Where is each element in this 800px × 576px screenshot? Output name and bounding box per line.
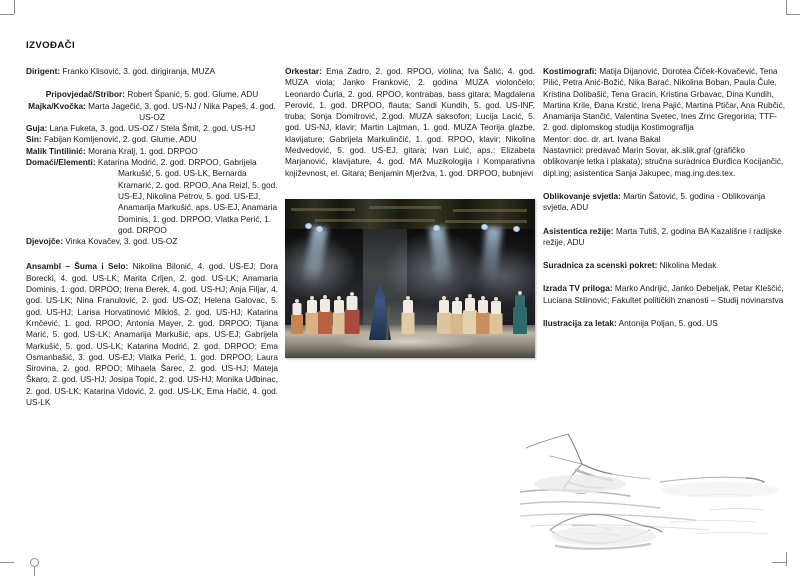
registration-mark-bottom-left <box>30 558 39 567</box>
crop-mark-top-left-vertical <box>14 0 15 14</box>
stage-performance-photo <box>285 199 535 358</box>
credit-label: Orkestar: <box>285 66 322 76</box>
crop-mark-top-left-horizontal <box>0 14 14 15</box>
sketch-washes <box>534 475 780 546</box>
costume-torso <box>452 301 462 314</box>
costume-torso <box>293 303 302 315</box>
credit-majka-kvocka <box>26 101 278 124</box>
performer-head <box>337 296 341 300</box>
credit-label: Ansambl – Šuma i Selo: <box>26 261 129 272</box>
credit-label: Izrada TV priloga: <box>543 283 613 294</box>
performer-head <box>295 299 299 303</box>
credit-label: Malik Tintilinić: <box>26 145 86 156</box>
photo-truss <box>445 220 527 223</box>
credit-label: Guja: <box>26 123 48 134</box>
credit-label: Asistentica režije: <box>543 225 614 236</box>
credit-label: Dirigent: <box>26 66 61 76</box>
credit-djevojce <box>26 236 278 247</box>
costume-skirt <box>305 312 318 334</box>
credit-value: Nikolina Medak <box>657 260 717 271</box>
credit-pripovjedac <box>26 89 278 100</box>
photo-performer <box>291 296 303 334</box>
costume-skirt <box>344 309 359 334</box>
performer-head <box>442 296 446 300</box>
credit-value: Fabijan Komljenović, 2. god. Glume, ADU <box>41 134 197 145</box>
crop-mark-bottom-left-horizontal <box>0 562 14 563</box>
photo-truss <box>315 219 435 222</box>
credit-ilustracija-za-letak <box>543 318 786 329</box>
photo-performer <box>450 295 463 334</box>
photo-performer <box>318 292 332 334</box>
costume-skirt <box>463 310 477 334</box>
costume-torso <box>515 295 525 308</box>
credit-izrada-tv-priloga <box>543 283 786 306</box>
credit-label: Sin: <box>26 134 42 145</box>
costume-skirt <box>437 312 451 334</box>
costume-skirt <box>450 313 463 334</box>
costume-torso <box>491 301 501 314</box>
photo-lead-performer-wizard <box>369 284 391 340</box>
credit-value: Marta Tutiš, 2. godina BA Kazališne i radijske režije, ADU <box>543 225 782 247</box>
credit-label: Djevojče: <box>26 236 63 247</box>
credit-value: Katarina Modrić, 2. god. DRPOO, Gabrijela Markušić, 5. god. US-LK, Bernarda Kramarić, 2. god. RPOO, Ana Reizl, 5. god. US-EJ, Nikolina Petrov, 5. god. US-EJ, Anamarija Markušić, aps. US-EJ, Anamaria Dominis, 1. god. DRPOO, Vlatka Perić, 1. god. DRPOO <box>95 157 278 235</box>
credit-guja <box>26 123 278 134</box>
column-middle <box>285 38 535 358</box>
costume-skirt <box>513 307 527 334</box>
costume-torso <box>307 300 317 313</box>
column-right <box>543 38 786 329</box>
pencil-sketch-illustration <box>520 430 795 560</box>
performer-head <box>323 295 327 299</box>
credit-label: Majka/Kvočka: <box>28 100 86 111</box>
performer-head <box>455 297 459 301</box>
page-title: IZVOĐAČI <box>26 40 76 51</box>
credit-value: Morana Kralj, 1. god. DRPOO <box>85 145 198 156</box>
photo-content <box>285 199 535 358</box>
credit-value: Antonija Poljan, 5. god. US <box>616 318 718 329</box>
credit-label: Domaći/Elementi: <box>26 157 96 168</box>
performer-head <box>406 296 410 300</box>
performer-head <box>310 296 314 300</box>
credit-label: Kostimografi: <box>543 66 597 76</box>
costume-torso <box>334 300 344 313</box>
costume-torso <box>346 296 357 310</box>
credit-orkestar <box>285 66 535 179</box>
photo-performer <box>463 291 477 334</box>
credit-nastavnici <box>543 145 786 179</box>
credit-oblikovanje-svjetla <box>543 191 786 214</box>
costume-torso <box>465 298 475 311</box>
performer-head <box>494 297 498 301</box>
credit-value: Robert Španić, 5. god. Glume, ADU <box>125 89 259 100</box>
credit-kostimografi <box>543 66 786 134</box>
costume-torso <box>403 300 413 313</box>
credit-value: Nikolina Bilonić, 4. god. US-EJ; Dora Borecki, 4. god. US-LK; Marita Crljen, 2. god. US-LK; Anamaria Dominis, 1. god. DRPOO; Irena Đerek, 4. god. US-HJ; Anja Filjar, 4. god. US-LK; Nina Franulović, 2. god. US-OZ; Helena Galovac, 5. god. US-HJ; Larisa Horvatinović Mikloš, 2. god. US-HJ; Katarina Krnčević, 1. god. RPOO; Antonia Mayer, 2. god. DRPOO; Tijana Marić, 5. god. US-LK; Anamarija Markušić, aps. US-EJ; Gabrijela Markušić, 5. god. US-LK; Katarina Modrić, 2. god. DRPOO; Ema Osmanbašić, 3. god. US-EJ; Vlatka Perić, 1. god. DRPOO; Laura Sirovina, 2. god. RPOO; Mihaela Šarec, 2. god. US-HJ; Mateja Škaro, 2. god. US-HJ; Josipa Topić, 2. god. US-HJ; Monika Uđbinac, 2. god. US-LK; Katarina Vidović, 2. god. US-LK, Ema Hačić, 4. god. US-LK <box>26 261 278 408</box>
costume-torso <box>439 300 449 313</box>
performer-head <box>350 292 354 296</box>
sketch-svg <box>520 430 795 560</box>
photo-performer <box>437 293 451 334</box>
costume-skirt <box>401 312 414 334</box>
photo-performer <box>489 295 502 334</box>
credit-mentor <box>543 134 786 145</box>
photo-truss <box>453 209 527 212</box>
performer-head <box>468 294 472 298</box>
credit-value: Franko Klisović, 3. god. dirigiranja, MUZA <box>60 66 216 76</box>
credit-value: Marta Jagečić, 3. god. US-NJ / Nika Papeš, 4. god. US-OZ <box>85 100 276 122</box>
costume-torso <box>320 299 330 312</box>
costume-skirt <box>291 314 303 334</box>
credit-value: Nastavnici: predavač Marin Sovar, ak.slik.graf (grafičko oblikovanje letka i plakata); stručna suradnica Đurđica Kocijančić, dipl.ing; asistentica Sanja Jakupec, mag.ing.des.tex. <box>543 145 784 178</box>
column-left <box>26 38 278 408</box>
photo-performer <box>476 293 490 334</box>
costume-skirt <box>476 312 490 334</box>
credit-domaci-elementi <box>26 157 278 236</box>
photo-truss <box>291 208 355 211</box>
crop-mark-top-right-vertical <box>786 0 787 14</box>
credit-value: Lana Fuketa, 3. god. US-OZ / Stela Šmit, 2. god. US-HJ <box>47 123 256 134</box>
costume-pointed-hat <box>374 284 386 299</box>
photo-performer <box>513 290 527 334</box>
credit-value: Ema Zadro, 2. god. RPOO, violina; Iva Šalić, 4. god. MUZA viola; Janko Franković, 2. godina MUZA violončelo; Leonardo Čurla, 2. god. RPOO, kontrabas, bass gitara; Magdalena Perović, 1. god. DRPOO, flauta; Sandi Kundih, 5. god. US-INF, truba; Sonja Domitrović, 2.god. MUZA saksofon; Lucija Lacić, 5. god. US-NJ, klavir; Martin Lajtman, 1. god. MUZA Teorija glazbe, klavijature; Gabrijela Markulinčić, 1. god. RPOO, klavir; Nikolina Medvedović, 5. god. US-EJ, gitara; Ivan Luić, aps.; Elizabeta Marjanović, klavijature, 4. god. MA Muzikologija i Komparativna književnost, el. Gitara; Benjamin Mjeržva, 1. god. DRPOO, bubnjevi <box>285 66 535 178</box>
costume-skirt <box>318 311 332 334</box>
credit-asistentica-rezije <box>543 226 786 249</box>
photo-truss <box>369 206 441 209</box>
credit-dirigent <box>26 66 278 77</box>
credit-value: Mentor: doc. dr. art. Ivana Bakal <box>543 133 661 144</box>
credit-malik-tintilinic <box>26 146 278 157</box>
costume-torso <box>478 300 488 313</box>
photo-performer <box>344 290 359 334</box>
credit-sin <box>26 134 278 145</box>
credit-value: Matija Dijanović, Dorotea Čiček-Kovačević, Tena Pilić, Petra Anić-Božić, Nika Barać, Nikolina Boban, Paula Čule, Kristina Dolibašić, Tena Gracin, Kristina Grbavac, Dina Kundih, Martina Krile, Đana Krstić, Irena Pajić, Martina Ptičar, Ana Rubčić, Anamarija Stančić, Valentina Svetec, Ines Zrnc Gregorina; TTF- 2. god. diplomskog studija Kostimografija <box>543 66 786 133</box>
photo-performer <box>305 294 318 334</box>
costume-skirt <box>489 313 502 334</box>
credit-suradnica-scenski-pokret <box>543 260 786 271</box>
photo-performer <box>401 294 414 334</box>
credit-label: Pripovjedač/Stribor: <box>45 89 126 100</box>
performer-head <box>481 296 485 300</box>
crop-mark-top-right-horizontal <box>786 14 800 15</box>
performer-head <box>518 291 522 295</box>
crop-mark-bottom-right-horizontal <box>772 562 786 563</box>
credit-label: Suradnica za scenski pokret: <box>543 260 658 271</box>
credit-value: Marko Andrijić, Janko Debeljak, Petar Kleščić, Luciana Stilinović; Fakultet političkih znanosti – Studij novinarstva <box>543 283 784 305</box>
credit-label: Ilustracija za letak: <box>543 318 617 329</box>
credit-value: Vinka Kovačev, 3. god. US-OZ <box>62 236 178 247</box>
credit-label: Oblikovanje svjetla: <box>543 190 621 201</box>
credit-value: Martin Šatović, 5. godina - Oblikovanja svjetla, ADU <box>543 190 766 213</box>
credit-ansambl <box>26 261 278 408</box>
